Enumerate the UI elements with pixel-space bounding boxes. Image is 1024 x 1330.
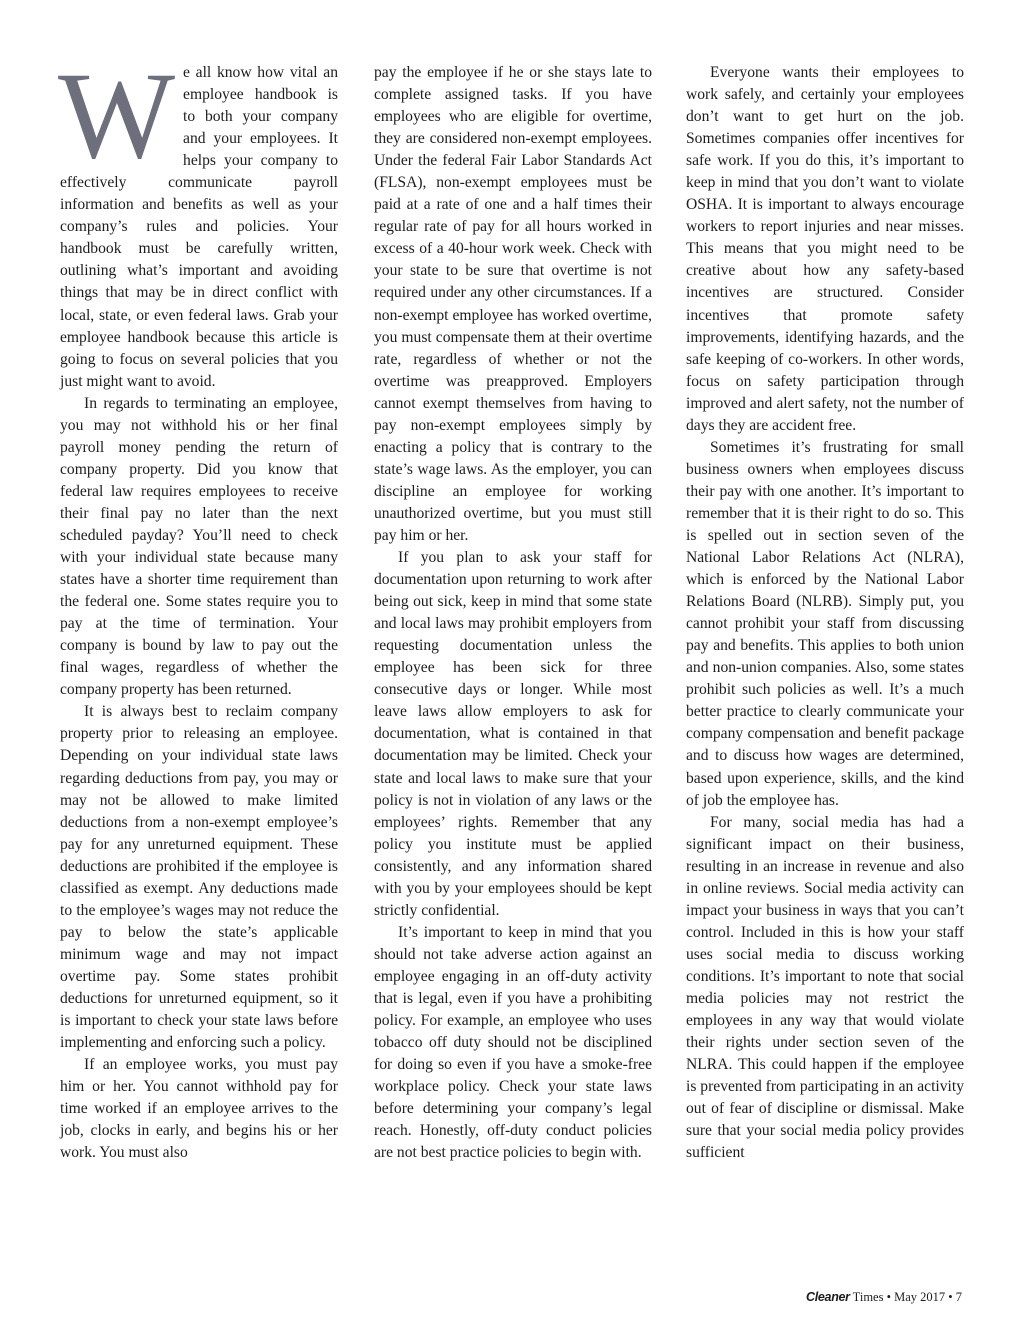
paragraph: In regards to terminating an employee, you may not withhold his or her final payroll money pending the return of company property. Did you know that federal law requires employees to receive their final pay no later than the next scheduled payday? You’ll need to check with your individual state because many states have a shorter time requirement than the federal one. Some states require you to pay at the time of termination. Your company is bound by law to pay out the final wages, regardless of whether the company property has been returned. bbox=[60, 394, 338, 699]
article-column-2 bbox=[374, 62, 652, 1164]
magazine-name: Cleaner bbox=[805, 1290, 850, 1304]
paragraph bbox=[58, 47, 338, 393]
article-column-3 bbox=[686, 62, 964, 1164]
paragraph: If an employee works, you must pay him or her. You cannot withhold pay for time worked if an employee arrives to the job, clocks in early, and begins his or her work. You must also bbox=[60, 1056, 338, 1162]
paragraph: It is always best to reclaim company property prior to releasing an employee. Depending on your individual state laws regarding deductions from pay, you may or may not be allowed to make limited deductions from a non-exempt employee’s pay for any unreturned equipment. These deductions are prohibited if the employee is classified as exempt. Any deductions made to the employee’s wages may not reduce the pay to below the state’s applicable minimum wage and may not impact overtime pay. Some states prohibit deductions for unreturned equipment, so it is important to check your state laws before implementing and enforcing such a policy. bbox=[60, 703, 338, 1052]
paragraph: It’s important to keep in mind that you should not take adverse action against an employee engaging in an off-duty activity that is legal, even if you have a prohibiting policy. For example, an employee who uses tobacco off duty should not be disciplined for doing so even if you have a smoke-free workplace policy. Check your state laws before determining your company’s legal reach. Honestly, off-duty conduct policies are not best practice policies to begin with. bbox=[374, 923, 652, 1162]
paragraph: For many, social media has had a significant impact on their business, resulting in an increase in revenue and also in online reviews. Social media activity can impact your business in ways that you can’t control. Included in this is how your staff uses social media to discuss working conditions. It’s important to note that social media policies may not restrict the employees in any way that would violate their rights under section seven of the NLRA. This could happen if the employee is prevented from participating in an activity out of fear of discipline or dismissal. Make sure that your social media policy provides sufficient bbox=[686, 813, 964, 1162]
paragraph: pay the employee if he or she stays late to complete assigned tasks. If you have employees who are eligible for overtime, they are considered non-exempt employees. Under the federal Fair Labor Standards Act (FLSA), non-exempt employees must be paid at a rate of one and a half times their regular rate of pay for all hours worked in excess of a 40-hour work week. Check with your state to be sure that overtime is not required under any other circumstances. If a non-exempt employee has worked overtime, you must compensate them at their overtime rate, regardless of whether or not the overtime was preapproved. Employers cannot exempt themselves from having to pay non-exempt employees simply by enacting a policy that is contrary to the state’s wage laws. As the employer, you can discipline an employee for working unauthorized overtime, but you must still pay him or her. bbox=[374, 64, 652, 544]
page-footer bbox=[806, 1290, 962, 1305]
issue-info: Times • May 2017 • 7 bbox=[849, 1290, 962, 1304]
article-column-1 bbox=[58, 47, 338, 1164]
paragraph: If you plan to ask your staff for documentation upon returning to work after being out sick, keep in mind that some state and local laws may prohibit employers from requesting documentation unless the employee has been sick for three consecutive days or longer. While most leave laws allow employers to ask for documentation, what is contained in that documentation may be limited. Check your state and local laws to make sure that your policy is not in violation of any laws or the employees’ rights. Remember that any policy you institute must be applied consistently, and any information shared with you by your employees should be kept strictly confidential. bbox=[374, 549, 652, 919]
paragraph: Sometimes it’s frustrating for small business owners when employees discuss their pay with one another. It’s important to remember that it is their right to do so. This is spelled out in section seven of the National Labor Relations Act (NLRA), which is enforced by the National Labor Relations Board (NLRB). Simply put, you cannot prohibit your staff from discussing pay and benefits. This applies to both union and non-union companies. Also, some states prohibit such policies as well. It’s a much better practice to clearly communicate your company compensation and benefit package and to discuss how wages are determined, based upon experience, skills, and the kind of job the employee has. bbox=[686, 438, 964, 809]
paragraph: Everyone wants their employees to work safely, and certainly your employees don’t want to get hurt on the job. Sometimes companies offer incentives for safe work. If you do this, it’s important to keep in mind that you don’t want to violate OSHA. It is important to always encourage workers to report injuries and near misses. This means that you might need to be creative about how any safety-based incentives are structured. Consider incentives that promote safety improvements, identifying hazards, and the safe keeping of co-workers. In other words, focus on safety participation through improved and alert safety, not the number of days they are accident free. bbox=[686, 64, 964, 434]
drop-cap: W bbox=[58, 47, 176, 184]
paragraph-text: e all know how vital an employee handbook is to both your company and your employees. It helps your company to effectively communicate payroll information and benefits as well as your company’s rules and policies. Your handbook must be carefully written, outlining what’s important and avoiding things that may be in direct conflict with local, state, or even federal laws. Grab your employee handbook because this article is going to focus on several policies that you just might want to avoid. bbox=[60, 64, 338, 390]
